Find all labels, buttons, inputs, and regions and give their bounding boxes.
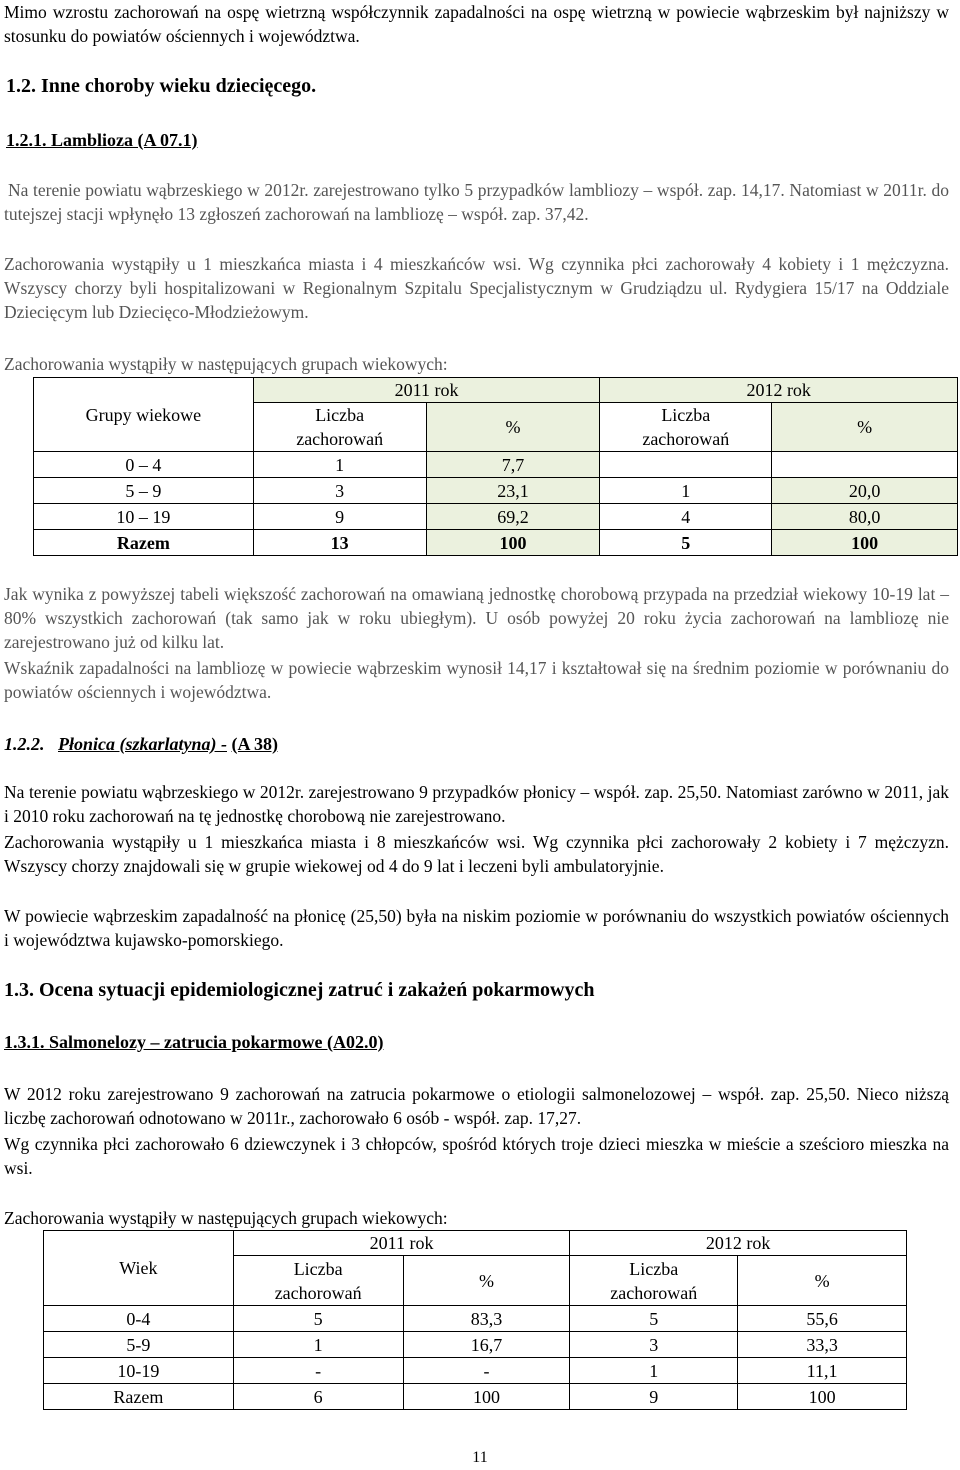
header-count-2012 xyxy=(570,1256,738,1306)
heading-text: 1.3.1. Salmonelozy – zatrucia pokarmowe (A02.0) xyxy=(4,1032,384,1052)
header-count-2011-line1: Liczba xyxy=(315,405,365,425)
age-groups-intro-1: Zachorowania wystąpiły w następujących grupach wiekowych: xyxy=(4,354,448,374)
cell-group: 0-4 xyxy=(44,1306,234,1332)
header-count-2011-line2: zachorowań xyxy=(274,1282,362,1303)
cell-count-2011: - xyxy=(233,1358,403,1384)
page-number: 11 xyxy=(472,1449,488,1466)
section-heading-1-2-1 xyxy=(6,128,198,152)
header-count-2012 xyxy=(600,403,772,452)
cell-pct-2011: 69,2 xyxy=(426,504,600,530)
header-age-groups: Grupy wiekowe xyxy=(34,378,254,452)
header-age: Wiek xyxy=(44,1231,234,1306)
section-heading-1-2-2 xyxy=(4,732,278,756)
table-row-total xyxy=(34,530,958,556)
cell-pct-2012: 33,3 xyxy=(738,1332,907,1358)
plonica-paragraph-2: Zachorowania wystąpiły u 1 mieszkańca miasta i 8 mieszkańców wsi. Wg czynnika płci zachorowały 2 kobiety i 7 mężczyzn. Wszyscy chorzy znajdowali się w grupie wiekowej od 4 do 9 lat i leczeni byli ambulatoryjnie. xyxy=(4,832,949,876)
cell-count-2012: 1 xyxy=(570,1358,738,1384)
cell-pct-2012: 20,0 xyxy=(772,478,958,504)
header-pct-2012: % xyxy=(772,403,958,452)
cell-pct-2012: 80,0 xyxy=(772,504,958,530)
cell-pct-2012 xyxy=(772,452,958,478)
cell-pct-2012: 100 xyxy=(772,530,958,556)
heading-text: 1.2.1. Lamblioza (A 07.1) xyxy=(6,130,198,150)
header-count-2011-line1: Liczba xyxy=(293,1258,343,1279)
salmonella-paragraph-2: Wg czynnika płci zachorowało 6 dziewczynek i 3 chłopców, spośród których troje dzieci mieszka w mieście a sześcioro mieszka na wsi. xyxy=(4,1134,949,1178)
section-heading-1-2: 1.2. Inne choroby wieku dziecięcego. xyxy=(6,75,317,97)
cell-count-2011: 5 xyxy=(233,1306,403,1332)
plonica-paragraph-1: Na terenie powiatu wąbrzeskiego w 2012r. zarejestrowano 9 przypadków płonicy – współ. zap. 25,50. Natomiast zarówno w 2011, jak i 2010 roku zachorowań na tę jednostkę chorobową nie zarejestrowano. xyxy=(4,782,949,826)
table-row xyxy=(44,1306,907,1332)
header-2011: 2011 rok xyxy=(233,1231,570,1256)
cell-group: 10-19 xyxy=(44,1358,234,1384)
header-2011: 2011 rok xyxy=(253,378,600,403)
salmonella-age-table xyxy=(43,1230,907,1410)
header-count-2012-line1: Liczba xyxy=(629,1258,679,1279)
header-pct-2011: % xyxy=(403,1256,570,1306)
table-row xyxy=(44,1358,907,1384)
table-row-total xyxy=(44,1384,907,1410)
cell-group: 5-9 xyxy=(44,1332,234,1358)
cell-count-2012: 5 xyxy=(570,1306,738,1332)
lamblioza-paragraph-4: Wskaźnik zapadalności na lambliozę w powiecie wąbrzeskim wynosił 14,17 i kształtował się na średnim poziomie w porównaniu do powiatów ościennych i województwa. xyxy=(4,658,949,702)
lamblioza-age-table xyxy=(33,377,958,556)
cell-count-2011: 9 xyxy=(253,504,426,530)
table-row xyxy=(34,478,958,504)
cell-pct-2011: 23,1 xyxy=(426,478,600,504)
cell-group: 0 – 4 xyxy=(34,452,254,478)
header-count-2012-line2: zachorowań xyxy=(610,1282,698,1303)
cell-group: 10 – 19 xyxy=(34,504,254,530)
header-count-2011-line2: zachorowań xyxy=(296,429,384,449)
cell-pct-2011: 100 xyxy=(403,1384,570,1410)
cell-count-2011: 6 xyxy=(233,1384,403,1410)
plonica-paragraph-3: W powiecie wąbrzeskim zapadalność na płonicę (25,50) była na niskim poziomie w porównaniu do wszystkich powiatów ościennych i województwa kujawsko-pomorskiego. xyxy=(4,906,949,950)
cell-group: Razem xyxy=(34,530,254,556)
cell-pct-2011: 16,7 xyxy=(403,1332,570,1358)
cell-pct-2011: 7,7 xyxy=(426,452,600,478)
cell-pct-2012: 11,1 xyxy=(738,1358,907,1384)
header-pct-2012: % xyxy=(738,1256,907,1306)
salmonella-paragraph-1: W 2012 roku zarejestrowano 9 zachorowań na zatrucia pokarmowe o etiologii salmonelozowej – współ. zap. 25,50. Nieco niższą liczbę zachorowań odnotowano w 2011r., zachorowało 6 osób - współ. zap. 17,27. xyxy=(4,1084,949,1128)
header-2012: 2012 rok xyxy=(600,378,958,403)
cell-pct-2011: 83,3 xyxy=(403,1306,570,1332)
section-heading-1-3-1 xyxy=(4,1030,383,1054)
age-groups-intro-2: Zachorowania wystąpiły w następujących grupach wiekowych: xyxy=(4,1208,448,1228)
header-2012: 2012 rok xyxy=(570,1231,907,1256)
lamblioza-paragraph-3: Jak wynika z powyższej tabeli większość zachorowań na omawianą jednostkę chorobową przypada na przedział wiekowy 10-19 lat – 80% wszystkich zachorowań (tak samo jak w roku ubiegłym). U osób powyżej 20 roku życia zachorowań na lambliozę nie zarejestrowano już od kilku lat. xyxy=(4,584,949,652)
cell-pct-2012: 100 xyxy=(738,1384,907,1410)
section-heading-1-3: 1.3. Ocena sytuacji epidemiologicznej zatruć i zakażeń pokarmowych xyxy=(4,979,595,1001)
header-count-2012-line1: Liczba xyxy=(661,405,711,425)
lamblioza-paragraph-1: Na terenie powiatu wąbrzeskiego w 2012r. zarejestrowano tylko 5 przypadków lambliozy – współ. zap. 14,17. Natomiast w 2011r. do tutejszej stacji wpłynęło 13 zgłoszeń zachorowań na lambliozę – współ. zap. 37,42. xyxy=(4,180,949,224)
table-row xyxy=(44,1332,907,1358)
table-row xyxy=(34,452,958,478)
cell-count-2011: 1 xyxy=(233,1332,403,1358)
lamblioza-paragraph-2: Zachorowania wystąpiły u 1 mieszkańca miasta i 4 mieszkańców wsi. Wg czynnika płci zachorowały 4 kobiety i 1 mężczyzna. Wszyscy chorzy byli hospitalizowani w Regionalnym Szpitalu Specjalistycznym w Grudziądzu ul. Rydygiera 15/17 na Oddziale Dziecięcym lub Dziecięco-Młodzieżowym. xyxy=(4,254,949,322)
table-row xyxy=(34,504,958,530)
cell-count-2012: 9 xyxy=(570,1384,738,1410)
cell-count-2012 xyxy=(600,452,772,478)
header-count-2012-line2: zachorowań xyxy=(642,429,730,449)
header-pct-2011: % xyxy=(426,403,600,452)
heading-number: 1.2.2. xyxy=(4,734,45,754)
cell-count-2012: 3 xyxy=(570,1332,738,1358)
cell-count-2011: 1 xyxy=(253,452,426,478)
cell-group: Razem xyxy=(44,1384,234,1410)
cell-pct-2012: 55,6 xyxy=(738,1306,907,1332)
cell-count-2011: 13 xyxy=(253,530,426,556)
header-count-2011 xyxy=(253,403,426,452)
cell-count-2011: 3 xyxy=(253,478,426,504)
cell-group: 5 – 9 xyxy=(34,478,254,504)
header-count-2011 xyxy=(233,1256,403,1306)
cell-count-2012: 1 xyxy=(600,478,772,504)
cell-count-2012: 5 xyxy=(600,530,772,556)
heading-code: (A 38) xyxy=(231,734,278,754)
cell-pct-2011: 100 xyxy=(426,530,600,556)
heading-title: Płonica (szkarlatyna) - xyxy=(58,734,227,754)
intro-paragraph: Mimo wzrostu zachorowań na ospę wietrzną współczynnik zapadalności na ospę wietrzną w powiecie wąbrzeskim był najniższy w stosunku do powiatów ościennych i województwa. xyxy=(4,2,949,46)
cell-pct-2011: - xyxy=(403,1358,570,1384)
cell-count-2012: 4 xyxy=(600,504,772,530)
